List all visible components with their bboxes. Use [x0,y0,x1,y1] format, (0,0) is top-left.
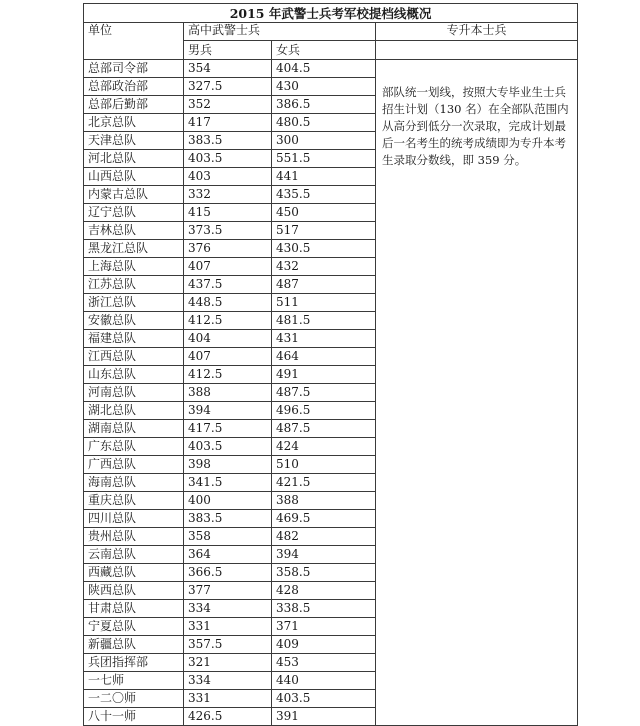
unit-cell: 一七师 [84,672,184,690]
unit-cell: 广西总队 [84,456,184,474]
high-school-header: 高中武警士兵 [184,23,376,41]
female-cell: 431 [272,330,376,348]
female-cell: 394 [272,546,376,564]
unit-cell: 吉林总队 [84,222,184,240]
male-cell: 417 [184,114,272,132]
female-cell: 300 [272,132,376,150]
unit-cell: 山西总队 [84,168,184,186]
female-cell: 440 [272,672,376,690]
female-cell: 428 [272,582,376,600]
male-cell: 417.5 [184,420,272,438]
male-cell: 403 [184,168,272,186]
male-cell: 377 [184,582,272,600]
unit-cell: 江西总队 [84,348,184,366]
male-cell: 407 [184,348,272,366]
female-cell: 511 [272,294,376,312]
female-cell: 450 [272,204,376,222]
female-cell: 388 [272,492,376,510]
unit-cell: 安徽总队 [84,312,184,330]
male-cell: 341.5 [184,474,272,492]
unit-cell: 天津总队 [84,132,184,150]
unit-cell: 兵团指挥部 [84,654,184,672]
unit-cell: 河北总队 [84,150,184,168]
male-cell: 383.5 [184,510,272,528]
unit-cell: 总部政治部 [84,78,184,96]
female-cell: 441 [272,168,376,186]
female-cell: 480.5 [272,114,376,132]
male-cell: 327.5 [184,78,272,96]
unit-cell: 海南总队 [84,474,184,492]
female-cell: 403.5 [272,690,376,708]
unit-cell: 八十一师 [84,708,184,726]
female-cell: 358.5 [272,564,376,582]
score-table [83,3,578,726]
female-cell: 487.5 [272,420,376,438]
male-cell: 373.5 [184,222,272,240]
female-cell: 424 [272,438,376,456]
female-cell: 469.5 [272,510,376,528]
male-cell: 415 [184,204,272,222]
table-row [84,60,578,78]
header-row [84,23,578,41]
unit-cell: 江苏总队 [84,276,184,294]
male-cell: 383.5 [184,132,272,150]
title-row [84,4,578,23]
female-cell: 551.5 [272,150,376,168]
female-cell: 453 [272,654,376,672]
unit-cell: 陕西总队 [84,582,184,600]
female-cell: 430.5 [272,240,376,258]
male-cell: 334 [184,672,272,690]
male-header: 男兵 [184,41,272,60]
unit-cell: 四川总队 [84,510,184,528]
unit-cell: 黑龙江总队 [84,240,184,258]
female-cell: 517 [272,222,376,240]
female-cell: 391 [272,708,376,726]
zhuanshengben-header: 专升本士兵 [376,23,578,41]
female-cell: 482 [272,528,376,546]
female-cell: 338.5 [272,600,376,618]
female-cell: 430 [272,78,376,96]
male-cell: 398 [184,456,272,474]
male-cell: 352 [184,96,272,114]
unit-cell: 新疆总队 [84,636,184,654]
female-cell: 409 [272,636,376,654]
male-cell: 366.5 [184,564,272,582]
male-cell: 364 [184,546,272,564]
unit-cell: 湖北总队 [84,402,184,420]
unit-cell: 上海总队 [84,258,184,276]
unit-cell: 甘肃总队 [84,600,184,618]
female-cell: 487.5 [272,384,376,402]
male-cell: 412.5 [184,366,272,384]
female-cell: 432 [272,258,376,276]
female-cell: 435.5 [272,186,376,204]
male-cell: 354 [184,60,272,78]
male-cell: 404 [184,330,272,348]
unit-cell: 河南总队 [84,384,184,402]
female-cell: 510 [272,456,376,474]
unit-cell: 重庆总队 [84,492,184,510]
male-cell: 400 [184,492,272,510]
male-cell: 376 [184,240,272,258]
unit-cell: 宁夏总队 [84,618,184,636]
male-cell: 357.5 [184,636,272,654]
unit-cell: 广东总队 [84,438,184,456]
female-cell: 481.5 [272,312,376,330]
male-cell: 426.5 [184,708,272,726]
unit-cell: 山东总队 [84,366,184,384]
unit-header: 单位 [84,23,184,60]
male-cell: 358 [184,528,272,546]
male-cell: 331 [184,690,272,708]
unit-cell: 福建总队 [84,330,184,348]
male-cell: 321 [184,654,272,672]
zhuanshengben-note: 部队统一划线，按照大专毕业生士兵招生计划（130 名）在全部队范围内从高分到低分一次录取，完成计划最后一名考生的统考成绩即为专升本考生录取分数线，即 359 分。 [376,60,578,726]
unit-cell: 贵州总队 [84,528,184,546]
unit-cell: 西藏总队 [84,564,184,582]
female-cell: 421.5 [272,474,376,492]
male-cell: 334 [184,600,272,618]
male-cell: 332 [184,186,272,204]
unit-cell: 总部后勤部 [84,96,184,114]
unit-cell: 浙江总队 [84,294,184,312]
male-cell: 331 [184,618,272,636]
female-header: 女兵 [272,41,376,60]
female-cell: 464 [272,348,376,366]
male-cell: 403.5 [184,438,272,456]
female-cell: 487 [272,276,376,294]
male-cell: 403.5 [184,150,272,168]
male-cell: 412.5 [184,312,272,330]
female-cell: 491 [272,366,376,384]
unit-cell: 辽宁总队 [84,204,184,222]
unit-cell: 云南总队 [84,546,184,564]
female-cell: 386.5 [272,96,376,114]
document-title: 2015 年武警士兵考军校提档线概况 [84,4,578,23]
note-header-spacer [376,41,578,60]
male-cell: 394 [184,402,272,420]
female-cell: 496.5 [272,402,376,420]
female-cell: 371 [272,618,376,636]
unit-cell: 总部司令部 [84,60,184,78]
unit-cell: 湖南总队 [84,420,184,438]
male-cell: 388 [184,384,272,402]
male-cell: 437.5 [184,276,272,294]
female-cell: 404.5 [272,60,376,78]
score-document [83,3,577,723]
unit-cell: 内蒙古总队 [84,186,184,204]
male-cell: 407 [184,258,272,276]
unit-cell: 一二〇师 [84,690,184,708]
male-cell: 448.5 [184,294,272,312]
unit-cell: 北京总队 [84,114,184,132]
